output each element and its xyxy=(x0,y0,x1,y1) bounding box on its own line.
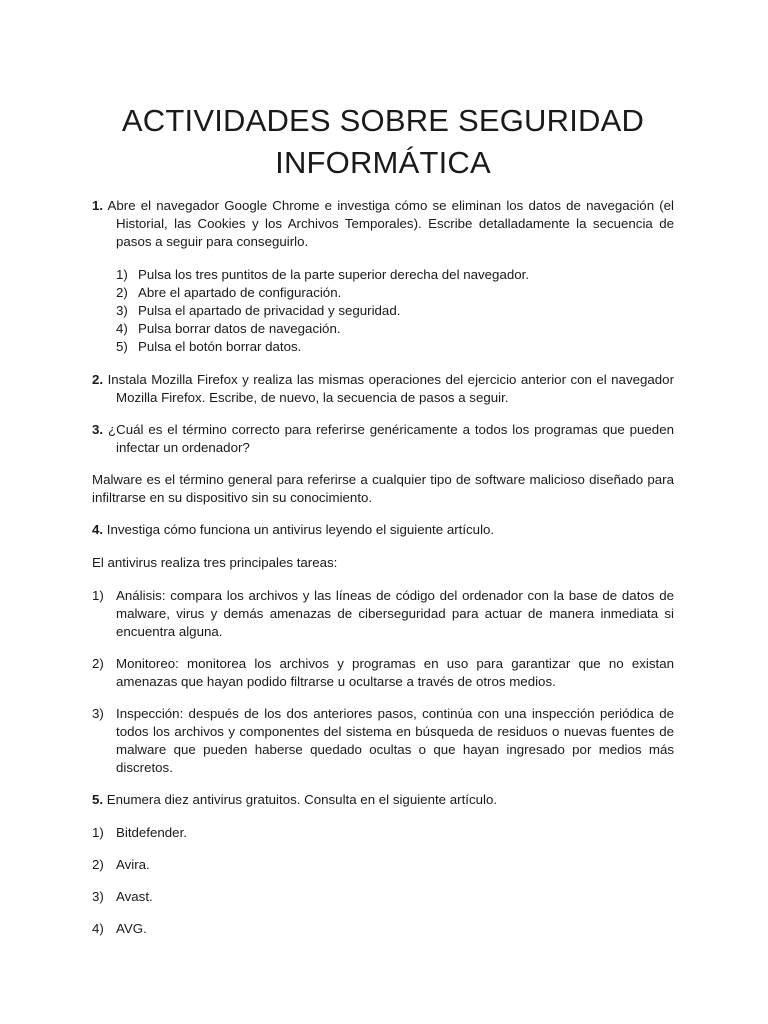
title-line-2: INFORMÁTICA xyxy=(275,145,491,180)
step-number: 2) xyxy=(116,285,128,300)
list-text: AVG. xyxy=(116,921,147,936)
list-item xyxy=(92,856,674,874)
step-number: 4) xyxy=(116,321,128,336)
step-item xyxy=(92,338,674,356)
question-2-text: Instala Mozilla Firefox y realiza las mismas operaciones del ejercicio anterior con el navegador Mozilla Firefox. Escribe, de nuevo, la secuencia de pasos a seguir. xyxy=(107,372,674,405)
list-text: Avira. xyxy=(116,857,150,872)
list-number: 1) xyxy=(92,825,104,840)
list-text: Bitdefender. xyxy=(116,825,187,840)
step-item xyxy=(92,302,674,320)
list-number: 2) xyxy=(92,857,104,872)
question-2 xyxy=(92,371,674,407)
question-4-text: Investiga cómo funciona un antivirus leyendo el siguiente artículo. xyxy=(106,522,495,537)
question-5-number: 5. xyxy=(92,792,104,807)
step-text: Pulsa borrar datos de navegación. xyxy=(138,321,341,336)
list-number: 2) xyxy=(92,656,104,671)
step-text: Abre el apartado de configuración. xyxy=(138,285,342,300)
question-3-text: ¿Cuál es el término correcto para referirse genéricamente a todos los programas que pueden infectar un ordenador? xyxy=(107,422,674,455)
step-text: Pulsa los tres puntitos de la parte superior derecha del navegador. xyxy=(138,267,530,282)
step-text: Pulsa el botón borrar datos. xyxy=(138,339,302,354)
question-1-text: Abre el navegador Google Chrome e investiga cómo se eliminan los datos de navegación (el Historial, las Cookies y los Archivos Temporales). Escribe detalladamente la secuencia de pasos a seguir para conseguirlo. xyxy=(107,198,675,249)
list-text: Avast. xyxy=(116,889,153,904)
question-5-list xyxy=(92,824,674,938)
title-line-1: ACTIVIDADES SOBRE SEGURIDAD xyxy=(121,103,645,138)
question-4-list xyxy=(92,587,674,777)
list-item xyxy=(92,587,674,641)
question-3-number: 3. xyxy=(92,422,104,437)
question-1 xyxy=(92,197,674,251)
question-3-answer: Malware es el término general para referirse a cualquier tipo de software malicioso diseñado para infiltrarse en su dispositivo sin su conocimiento. xyxy=(92,472,674,505)
list-item xyxy=(92,705,674,777)
list-text: Análisis: compara los archivos y las líneas de código del ordenador con la base de datos de malware, virus y demás amenazas de ciberseguridad para actuar de manera inmediata si encuentra alguna. xyxy=(116,588,674,639)
question-4-number: 4. xyxy=(92,522,104,537)
step-item xyxy=(92,320,674,338)
document-content xyxy=(92,197,674,938)
step-item xyxy=(92,266,674,284)
list-item xyxy=(92,888,674,906)
question-4-intro: El antivirus realiza tres principales tareas: xyxy=(92,555,338,570)
step-item xyxy=(92,284,674,302)
question-5-text: Enumera diez antivirus gratuitos. Consulta en el siguiente artículo. xyxy=(106,792,498,807)
list-number: 4) xyxy=(92,921,104,936)
question-2-number: 2. xyxy=(92,372,104,387)
list-text: Monitoreo: monitorea los archivos y programas en uso para garantizar que no existan amenazas que hayan podido filtrarse u ocultarse a través de otros medios. xyxy=(116,656,674,689)
list-item xyxy=(92,824,674,842)
question-1-steps xyxy=(92,266,674,356)
step-number: 3) xyxy=(116,303,128,318)
question-1-number: 1. xyxy=(92,198,104,213)
list-number: 3) xyxy=(92,889,104,904)
step-number: 1) xyxy=(116,267,128,282)
step-text: Pulsa el apartado de privacidad y seguridad. xyxy=(138,303,401,318)
list-text: Inspección: después de los dos anteriores pasos, continúa con una inspección periódica de todos los archivos y componentes del sistema en búsqueda de residuos o nuevas fuentes de malware que pueden haberse quedado ocultas o que hayan ingresado por medios más discretos. xyxy=(116,706,674,775)
question-4 xyxy=(92,521,674,539)
list-item xyxy=(92,920,674,938)
question-3 xyxy=(92,421,674,457)
question-5 xyxy=(92,791,674,809)
list-item xyxy=(92,655,674,691)
list-number: 1) xyxy=(92,588,104,603)
list-number: 3) xyxy=(92,706,104,721)
step-number: 5) xyxy=(116,339,128,354)
document-title xyxy=(92,0,674,184)
